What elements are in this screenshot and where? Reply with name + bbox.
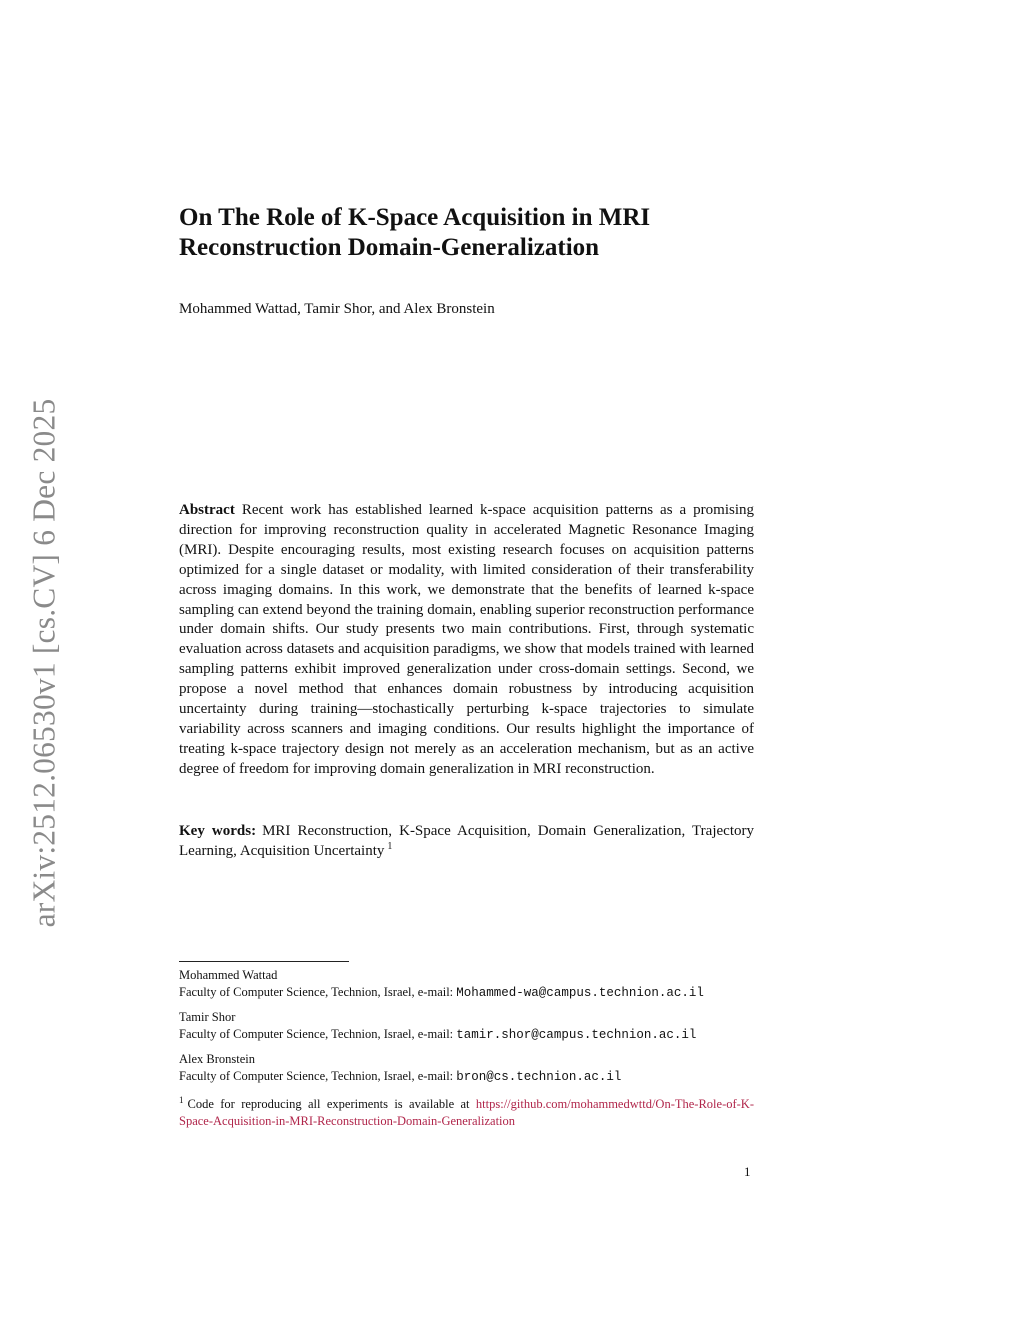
affiliation-institution: Faculty of Computer Science, Technion, Israel, e-mail:	[179, 1069, 454, 1083]
affiliation-line	[179, 984, 779, 1002]
affiliation-institution: Faculty of Computer Science, Technion, Israel, e-mail:	[179, 985, 454, 999]
code-availability-footnote	[179, 1096, 754, 1130]
keywords-label: Key words:	[179, 823, 257, 839]
github-repository-link[interactable]: https://github.com/mohammedwttd/On-The-Role-of-K-Space-Acquisition-in-MRI-Reconstruction-Domain-Generalization	[179, 1097, 754, 1128]
arxiv-identifier-stamp	[2, 378, 86, 948]
footnote-divider	[179, 961, 349, 962]
code-footnote-text: Code for reproducing all experiments is available at	[187, 1097, 470, 1111]
paper-title-line-2: Reconstruction Domain-Generalization	[179, 234, 600, 261]
affiliation-tamir-shor	[179, 1009, 779, 1044]
affiliation-institution: Faculty of Computer Science, Technion, Israel, e-mail:	[179, 1027, 454, 1041]
abstract-label: Abstract	[179, 502, 235, 518]
code-footnote-mark: 1	[179, 1095, 184, 1105]
affiliation-line	[179, 1026, 779, 1044]
affiliation-alex-bronstein	[179, 1051, 779, 1086]
affiliation-name: Mohammed Wattad	[179, 968, 278, 982]
keywords-text: MRI Reconstruction, K-Space Acquisition, Domain Generalization, Trajectory Learning, Acquisition Uncertainty	[179, 823, 754, 859]
affiliation-mohammed-wattad	[179, 967, 779, 1002]
author-list: Mohammed Wattad, Tamir Shor, and Alex Bronstein	[179, 301, 495, 317]
keywords-footnote-mark: 1	[387, 841, 393, 852]
affiliation-line	[179, 1068, 779, 1086]
affiliation-email[interactable]: bron@cs.technion.ac.il	[456, 1070, 622, 1084]
paper-title	[179, 203, 779, 263]
arxiv-stamp-text: arXiv:2512.06530v1 [cs.CV] 6 Dec 2025	[26, 398, 61, 928]
abstract-text: Recent work has established learned k-space acquisition patterns as a promising direction for improving reconstruction quality in accelerated Magnetic Resonance Imaging (MRI). Despite encouraging results, most existing research focuses on acquisition patterns optimized for a single dataset or modality, with limited consideration of their transferability across imaging domains. In this work, we demonstrate that the benefits of learned k-space sampling can extend beyond the training domain, enabling superior reconstruction performance under domain shifts. Our study presents two main contributions. First, through systematic evaluation across datasets and acquisition paradigms, we show that models trained with learned sampling patterns exhibit improved generalization under cross-domain settings. Second, we propose a novel method that enhances domain robustness by introducing acquisition uncertainty during training—stochastically perturbing k-space trajectories to simulate variability across scanners and imaging conditions. Our results highlight the importance of treating k-space trajectory design not merely as an acceleration mechanism, but as an active degree of freedom for improving domain generalization in MRI reconstruction.	[179, 502, 754, 777]
affiliation-email[interactable]: Mohammed-wa@campus.technion.ac.il	[456, 986, 704, 1000]
keywords	[179, 821, 754, 861]
affiliation-name: Tamir Shor	[179, 1010, 236, 1024]
page-number: 1	[744, 1164, 751, 1179]
affiliation-name: Alex Bronstein	[179, 1052, 256, 1066]
abstract	[179, 501, 754, 780]
affiliation-email[interactable]: tamir.shor@campus.technion.ac.il	[456, 1028, 697, 1042]
paper-title-line-1: On The Role of K-Space Acquisition in MRI	[179, 204, 651, 231]
